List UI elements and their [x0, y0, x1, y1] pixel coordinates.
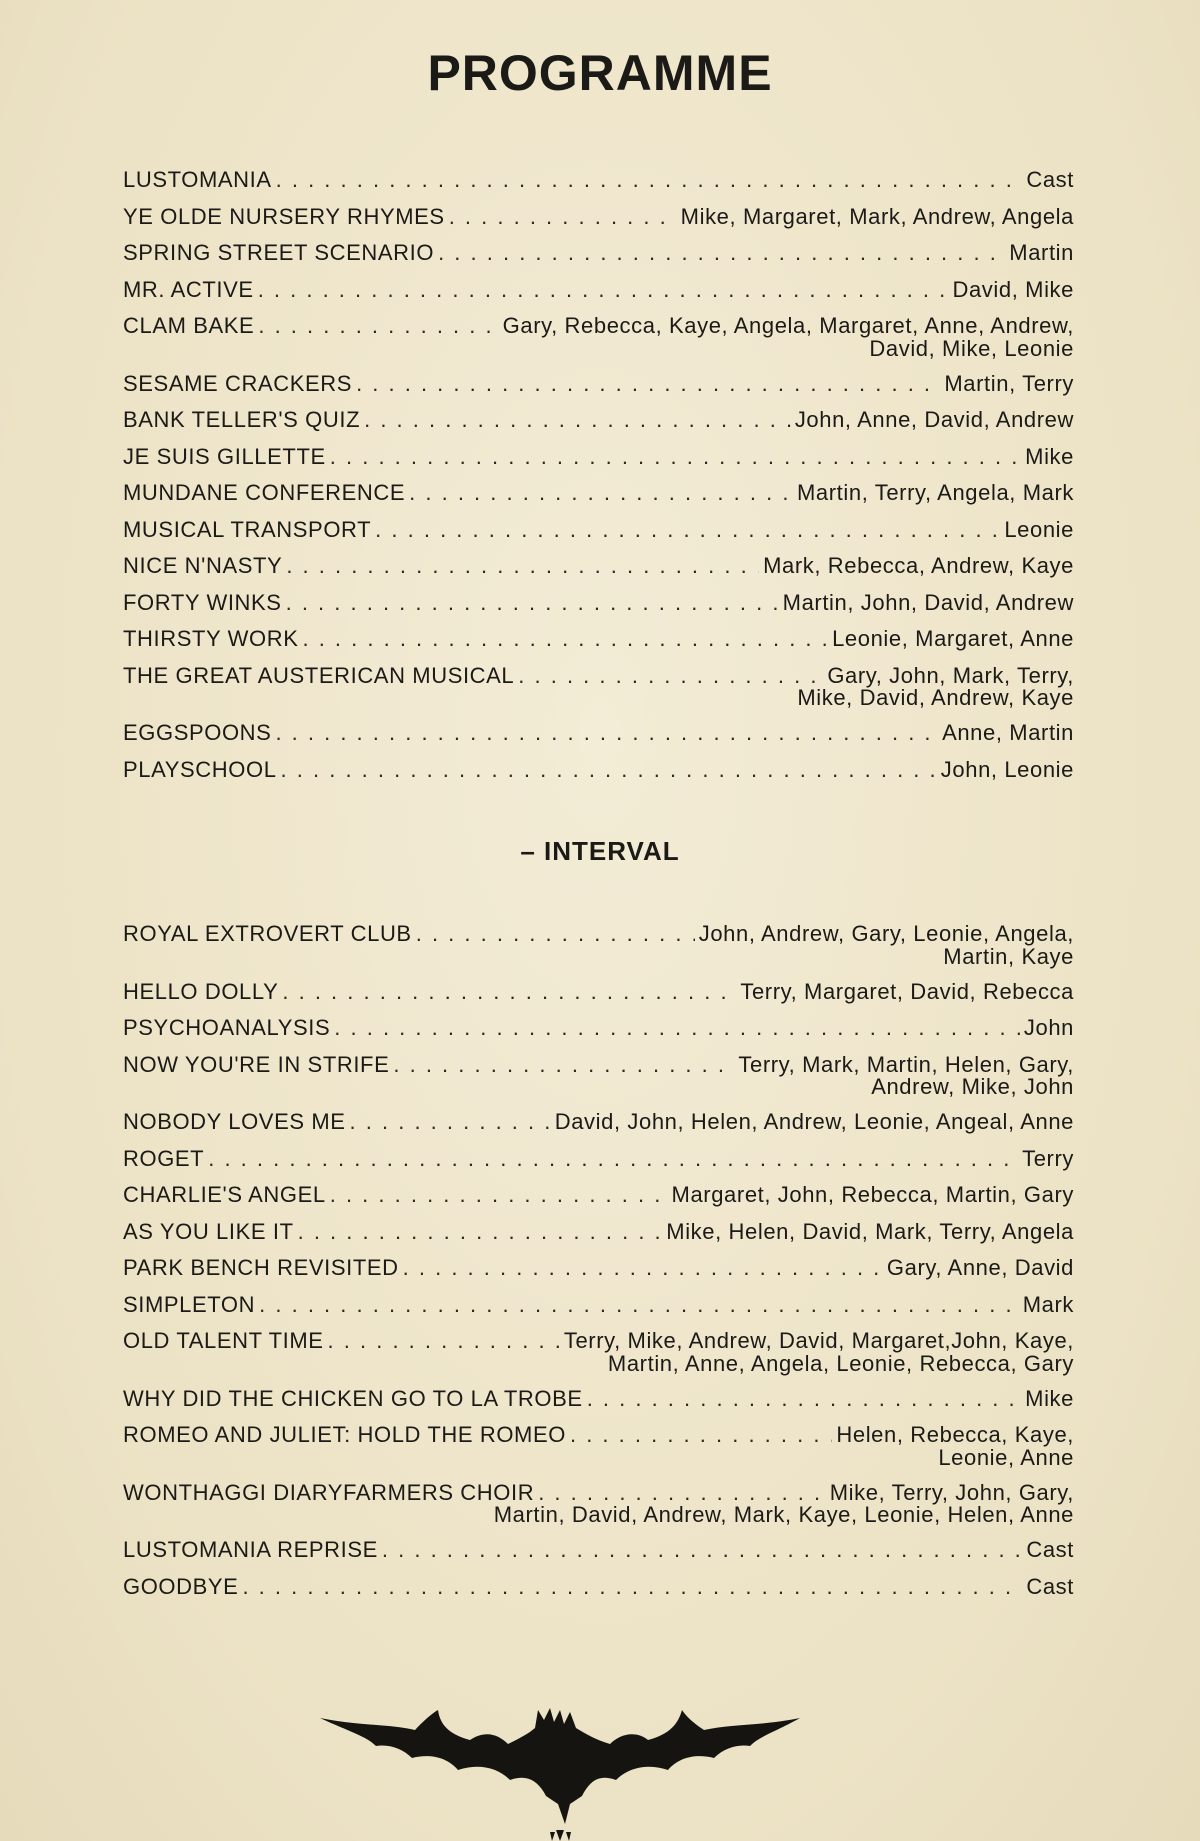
dot-leader: [281, 752, 937, 789]
dot-leader: [570, 1417, 832, 1454]
dot-leader: [208, 1141, 1018, 1178]
item-cast: Gary, Anne, David: [886, 1255, 1074, 1280]
programme-item: [123, 1569, 1074, 1606]
programme-item-line: [123, 366, 1074, 403]
programme-item-line: [123, 548, 1074, 585]
dot-leader: [403, 1250, 883, 1287]
item-cast: Gary, John, Mark, Terry,: [827, 662, 1074, 688]
item-title: THIRSTY WORK: [123, 626, 299, 651]
programme-item-line: [123, 621, 1074, 658]
dot-leader: [364, 402, 791, 439]
programme-item: [123, 1287, 1074, 1324]
programme-item: [123, 1532, 1074, 1569]
dot-leader: [330, 439, 1021, 476]
item-cast: Martin, Terry, Angela, Mark: [796, 480, 1074, 505]
item-cast: Mike: [1025, 443, 1074, 469]
dot-leader: [258, 272, 949, 309]
programme-item: [123, 752, 1074, 789]
item-title: SPRING STREET SCENARIO: [123, 240, 435, 265]
item-title: EGGSPOONS: [123, 720, 272, 745]
programme-item: [123, 1047, 1074, 1105]
dot-leader: [258, 308, 498, 345]
item-title: HELLO DOLLY: [123, 978, 279, 1004]
programme-item: [123, 1214, 1074, 1251]
programme-item: [123, 1141, 1074, 1178]
item-cast: David, Mike: [952, 276, 1074, 302]
dot-leader: [286, 548, 759, 585]
programme-item: [123, 475, 1074, 512]
programme-item: [123, 585, 1074, 622]
programme-item-line: [123, 974, 1074, 1011]
item-title: MUSICAL TRANSPORT: [123, 516, 372, 542]
dot-leader: [242, 1569, 1022, 1606]
programme-item: [123, 658, 1074, 716]
programme-item: [123, 1417, 1074, 1475]
dot-leader: [393, 1047, 734, 1084]
item-title: FORTY WINKS: [123, 589, 282, 615]
programme-item: [123, 1104, 1074, 1141]
item-title: YE OLDE NURSERY RHYMES: [123, 203, 445, 229]
programme-item: [123, 548, 1074, 585]
dot-leader: [350, 1104, 551, 1141]
dot-leader: [302, 621, 828, 658]
programme-item-line: [123, 1569, 1074, 1606]
act-two-list: [123, 916, 1074, 1605]
dot-leader: [276, 162, 1023, 199]
item-cast: Leonie, Margaret, Anne: [832, 626, 1074, 651]
programme-item: [123, 1475, 1074, 1533]
dot-leader: [275, 715, 938, 752]
programme-item: [123, 366, 1074, 403]
programme-item-line: [123, 402, 1074, 439]
item-cast-continued: Mike, David, Andrew, Kaye: [797, 685, 1074, 710]
item-cast: John, Leonie: [940, 756, 1074, 782]
programme-item: [123, 916, 1074, 974]
item-cast-continued: Leonie, Anne: [938, 1444, 1074, 1470]
programme-item-line: [123, 1287, 1074, 1324]
programme-item: [123, 1323, 1074, 1381]
item-title: BANK TELLER'S QUIZ: [123, 407, 361, 432]
item-title: WHY DID THE CHICKEN GO TO LA TROBE: [123, 1385, 583, 1411]
item-title: JE SUIS GILLETTE: [123, 443, 326, 469]
item-title: PARK BENCH REVISITED: [123, 1255, 399, 1280]
item-cast: Mark: [1022, 1291, 1074, 1317]
programme-item: [123, 512, 1074, 549]
dot-leader: [382, 1532, 1022, 1569]
dot-leader: [356, 366, 940, 403]
programme-item-line: [123, 199, 1074, 236]
item-cast: Gary, Rebecca, Kaye, Angela, Margaret, Anne, Andrew,: [502, 313, 1074, 338]
item-cast: Terry, Mike, Andrew, David, Margaret,John, Kaye,: [563, 1328, 1074, 1353]
programme-item-line: [123, 1417, 1074, 1454]
item-title: ROGET: [123, 1145, 205, 1171]
item-cast: Leonie: [1004, 516, 1074, 542]
item-title: SESAME CRACKERS: [123, 370, 353, 396]
item-cast: Mike: [1025, 1385, 1074, 1411]
programme-item-line: [123, 512, 1074, 549]
item-title: PLAYSCHOOL: [123, 756, 277, 782]
bat-icon: [320, 1700, 800, 1841]
dot-leader: [330, 1177, 668, 1214]
item-cast: Terry, Mark, Martin, Helen, Gary,: [738, 1051, 1074, 1077]
programme-item-line: [123, 1381, 1074, 1418]
programme-item-line: [123, 162, 1074, 199]
item-title: PSYCHOANALYSIS: [123, 1015, 331, 1040]
programme-item: [123, 1177, 1074, 1214]
item-cast: Mike, Margaret, Mark, Andrew, Angela: [680, 203, 1074, 229]
programme-item: [123, 1250, 1074, 1287]
programme-item-line: [123, 752, 1074, 789]
item-cast-continued: Martin, Kaye: [943, 943, 1074, 969]
programme-item: [123, 1010, 1074, 1047]
item-cast: Terry, Margaret, David, Rebecca: [740, 978, 1074, 1004]
programme-item-line: [123, 715, 1074, 752]
programme-item: [123, 235, 1074, 272]
item-title: LUSTOMANIA REPRISE: [123, 1537, 378, 1562]
dot-leader: [449, 199, 677, 236]
item-cast: Margaret, John, Rebecca, Martin, Gary: [671, 1182, 1074, 1207]
item-cast: Anne, Martin: [942, 720, 1074, 745]
dot-leader: [518, 658, 823, 695]
item-cast: John: [1023, 1015, 1074, 1040]
item-title: CHARLIE'S ANGEL: [123, 1182, 326, 1207]
programme-item-line: [123, 1104, 1074, 1141]
interval-heading: – INTERVAL: [520, 836, 680, 866]
item-title: OLD TALENT TIME: [123, 1328, 324, 1353]
page-title: PROGRAMME: [427, 45, 773, 101]
item-title: CLAM BAKE: [123, 313, 255, 338]
programme-item: [123, 439, 1074, 476]
dot-leader: [409, 475, 793, 512]
item-title: LUSTOMANIA: [123, 167, 272, 192]
item-title: ROMEO AND JULIET: HOLD THE ROMEO: [123, 1422, 566, 1447]
item-cast-continued: Andrew, Mike, John: [871, 1074, 1074, 1099]
programme-item-line: [123, 1141, 1074, 1178]
programme-item-line: [123, 1532, 1074, 1569]
item-title: AS YOU LIKE IT: [123, 1218, 294, 1244]
item-cast: Martin: [1009, 240, 1074, 265]
item-title: ROYAL EXTROVERT CLUB: [123, 921, 412, 946]
item-cast: Mike, Helen, David, Mark, Terry, Angela: [666, 1218, 1074, 1244]
item-cast: Cast: [1026, 1573, 1074, 1599]
dot-leader: [328, 1323, 560, 1360]
programme-item-line: [123, 1214, 1074, 1251]
item-title: SIMPLETON: [123, 1291, 256, 1317]
act-one-list: [123, 162, 1074, 788]
dot-leader: [259, 1287, 1019, 1324]
item-title: MUNDANE CONFERENCE: [123, 480, 406, 505]
item-title: GOODBYE: [123, 1573, 239, 1599]
programme-item-line: [123, 585, 1074, 622]
item-cast: Cast: [1026, 167, 1074, 192]
item-cast: John, Anne, David, Andrew: [794, 407, 1074, 432]
item-cast: Martin, Terry: [944, 370, 1074, 396]
dot-leader: [587, 1381, 1021, 1418]
item-cast: Cast: [1026, 1537, 1074, 1562]
programme-item: [123, 402, 1074, 439]
programme-item-line: [123, 1177, 1074, 1214]
item-cast-continued: Martin, Anne, Angela, Leonie, Rebecca, Gary: [607, 1350, 1074, 1376]
programme-item-line: [123, 439, 1074, 476]
programme-item-line: [123, 272, 1074, 309]
dot-leader: [334, 1010, 1020, 1047]
dot-leader: [282, 974, 736, 1011]
dot-leader: [298, 1214, 663, 1251]
item-title: NICE N'NASTY: [123, 553, 283, 578]
item-cast: Mark, Rebecca, Andrew, Kaye: [763, 553, 1074, 578]
programme-item-line: [123, 235, 1074, 272]
item-cast: David, John, Helen, Andrew, Leonie, Angeal, Anne: [554, 1109, 1074, 1134]
programme-item: [123, 199, 1074, 236]
item-title: THE GREAT AUSTERICAN MUSICAL: [123, 662, 515, 688]
programme-item-line: [123, 1250, 1074, 1287]
dot-leader: [438, 235, 1005, 272]
dot-leader: [375, 512, 1000, 549]
programme-item: [123, 1381, 1074, 1418]
programme-item-line: [123, 1010, 1074, 1047]
item-cast: Martin, John, David, Andrew: [782, 589, 1074, 615]
dot-leader: [416, 916, 695, 953]
programme-item: [123, 715, 1074, 752]
item-cast: John, Andrew, Gary, Leonie, Angela,: [698, 921, 1074, 946]
programme-item: [123, 621, 1074, 658]
item-title: NOW YOU'RE IN STRIFE: [123, 1051, 390, 1077]
programme-item: [123, 272, 1074, 309]
item-cast: Terry: [1022, 1145, 1074, 1171]
programme-item: [123, 162, 1074, 199]
dot-leader: [286, 585, 779, 622]
item-cast: Helen, Rebecca, Kaye,: [836, 1422, 1074, 1447]
programme-item-line: [123, 916, 1074, 953]
programme-item: [123, 974, 1074, 1011]
item-cast-continued: David, Mike, Leonie: [869, 335, 1074, 361]
programme-item-line: [123, 475, 1074, 512]
item-title: MR. ACTIVE: [123, 276, 254, 302]
item-cast-continued: Martin, David, Andrew, Mark, Kaye, Leonie, Helen, Anne: [493, 1502, 1074, 1527]
item-title: WONTHAGGI DIARYFARMERS CHOIR: [123, 1479, 535, 1505]
item-title: NOBODY LOVES ME: [123, 1109, 346, 1134]
programme-item: [123, 308, 1074, 366]
item-cast: Mike, Terry, John, Gary,: [829, 1479, 1074, 1505]
